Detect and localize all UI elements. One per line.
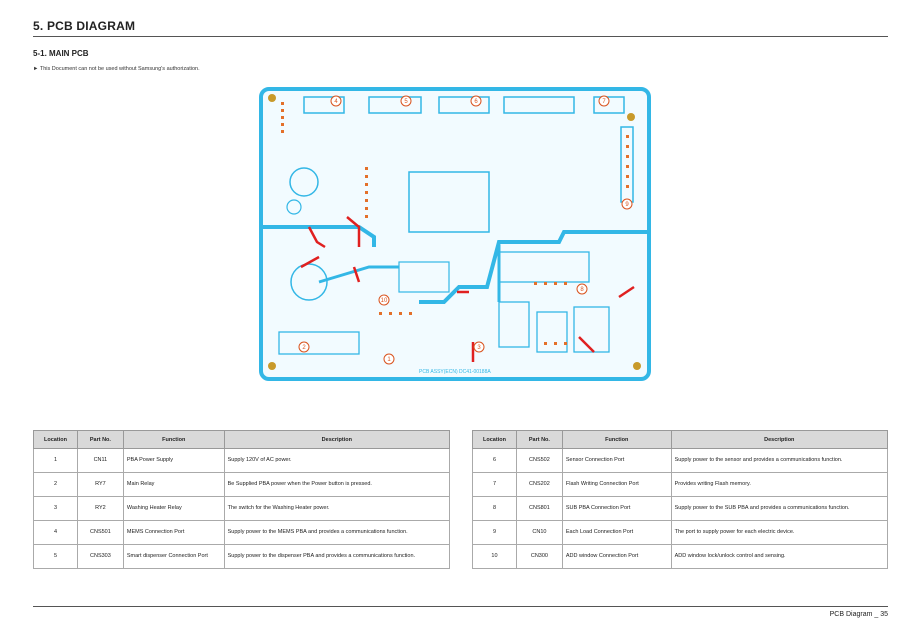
col-header-function: Function bbox=[123, 431, 224, 449]
cell-description: The switch for the Washing Heater power. bbox=[224, 497, 449, 521]
table-row bbox=[34, 449, 450, 473]
cell-part-no: RY2 bbox=[77, 497, 123, 521]
svg-text:10: 10 bbox=[380, 298, 388, 304]
cell-location: 6 bbox=[473, 449, 517, 473]
cell-function: ADD window Connection Port bbox=[562, 545, 671, 569]
col-header-part-no: Part No. bbox=[77, 431, 123, 449]
svg-text:PCB ASSY(ECN) DC41-00188A: PCB ASSY(ECN) DC41-00188A bbox=[419, 369, 491, 375]
page-title: 5. PCB DIAGRAM bbox=[33, 19, 136, 33]
svg-text:3: 3 bbox=[477, 345, 481, 351]
table-row bbox=[473, 473, 888, 497]
cell-location: 3 bbox=[34, 497, 78, 521]
col-header-description: Description bbox=[224, 431, 449, 449]
cell-location: 5 bbox=[34, 545, 78, 569]
cell-location: 8 bbox=[473, 497, 517, 521]
col-header-description: Description bbox=[671, 431, 887, 449]
svg-text:9: 9 bbox=[625, 202, 629, 208]
table-row bbox=[34, 497, 450, 521]
svg-text:7: 7 bbox=[602, 99, 606, 105]
cell-function: Sensor Connection Port bbox=[562, 449, 671, 473]
cell-function: Flash Writing Connection Port bbox=[562, 473, 671, 497]
cell-part-no: CNS502 bbox=[516, 449, 562, 473]
table-row bbox=[34, 473, 450, 497]
cell-part-no: CN11 bbox=[77, 449, 123, 473]
cell-function: Each Load Connection Port bbox=[562, 521, 671, 545]
cell-part-no: CNS501 bbox=[77, 521, 123, 545]
cell-description: Supply power to the SUB PBA and provides a communications function. bbox=[671, 497, 887, 521]
cell-location: 2 bbox=[34, 473, 78, 497]
cell-description: Supply power to the dispenser PBA and provides a communications function. bbox=[224, 545, 449, 569]
svg-text:5: 5 bbox=[404, 99, 408, 105]
section-subtitle: 5-1. MAIN PCB bbox=[33, 49, 89, 58]
pcb-diagram bbox=[259, 87, 651, 381]
col-header-location: Location bbox=[473, 431, 517, 449]
cell-location: 9 bbox=[473, 521, 517, 545]
table-row bbox=[473, 521, 888, 545]
cell-part-no: CNS303 bbox=[77, 545, 123, 569]
cell-function: MEMS Connection Port bbox=[123, 521, 224, 545]
cell-description: Supply power to the MEMS PBA and provides a communications function. bbox=[224, 521, 449, 545]
table-row bbox=[473, 497, 888, 521]
cell-part-no: CNS801 bbox=[516, 497, 562, 521]
svg-text:2: 2 bbox=[302, 345, 306, 351]
cell-function: PBA Power Supply bbox=[123, 449, 224, 473]
cell-function: Washing Heater Relay bbox=[123, 497, 224, 521]
page-footer: PCB Diagram _ 35 bbox=[829, 611, 888, 618]
cell-function: Main Relay bbox=[123, 473, 224, 497]
table-row bbox=[34, 545, 450, 569]
table-row bbox=[473, 449, 888, 473]
cell-description: Supply 120V of AC power. bbox=[224, 449, 449, 473]
cell-part-no: CN10 bbox=[516, 521, 562, 545]
cell-description: Provides writing Flash memory. bbox=[671, 473, 887, 497]
col-header-function: Function bbox=[562, 431, 671, 449]
cell-function: SUB PBA Connection Port bbox=[562, 497, 671, 521]
cell-function: Smart dispenser Connection Port bbox=[123, 545, 224, 569]
svg-text:6: 6 bbox=[474, 99, 478, 105]
col-header-location: Location bbox=[34, 431, 78, 449]
cell-part-no: CNS202 bbox=[516, 473, 562, 497]
svg-text:1: 1 bbox=[387, 357, 391, 363]
authorization-notice: ► This Document can not be used without Samsung's authorization. bbox=[33, 66, 200, 72]
svg-text:8: 8 bbox=[580, 287, 584, 293]
cell-description: Supply power to the sensor and provides a communications function. bbox=[671, 449, 887, 473]
cell-part-no: CN300 bbox=[516, 545, 562, 569]
table-row bbox=[473, 545, 888, 569]
cell-location: 7 bbox=[473, 473, 517, 497]
table-row bbox=[34, 521, 450, 545]
svg-text:4: 4 bbox=[334, 99, 338, 105]
parts-table-right bbox=[472, 430, 888, 569]
cell-part-no: RY7 bbox=[77, 473, 123, 497]
col-header-part-no: Part No. bbox=[516, 431, 562, 449]
parts-table-left bbox=[33, 430, 450, 569]
cell-description: ADD window lock/unlock control and sensing. bbox=[671, 545, 887, 569]
top-rule bbox=[33, 36, 888, 37]
cell-location: 4 bbox=[34, 521, 78, 545]
cell-location: 1 bbox=[34, 449, 78, 473]
cell-description: The port to supply power for each electric device. bbox=[671, 521, 887, 545]
cell-description: Be Supplied PBA power when the Power button is pressed. bbox=[224, 473, 449, 497]
cell-location: 10 bbox=[473, 545, 517, 569]
bottom-rule bbox=[33, 606, 888, 607]
